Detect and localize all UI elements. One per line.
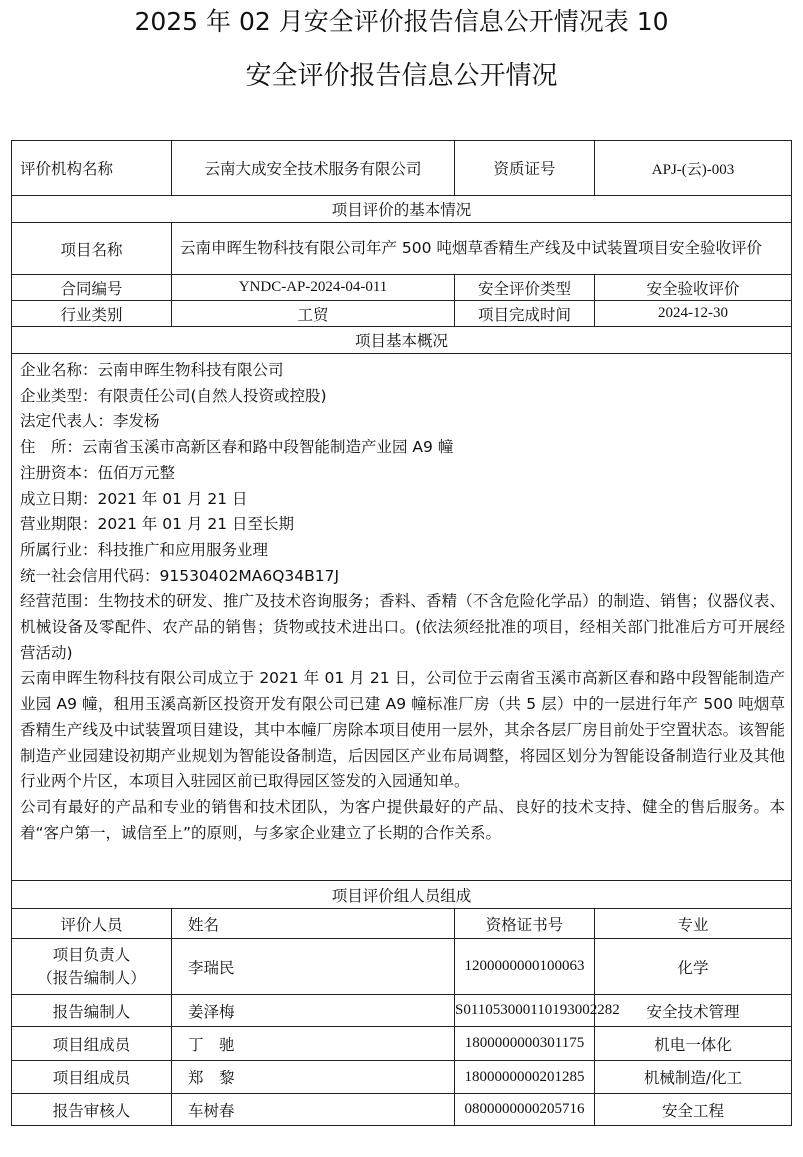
team-row [12, 1027, 792, 1061]
project-name-label: 项目名称 [12, 223, 172, 275]
team-name: 丁 驰 [172, 1027, 455, 1061]
overview-line: 注册资本：伍佰万元整 [20, 463, 176, 482]
disclosure-table [11, 140, 792, 1126]
overview-line: 统一社会信用代码：91530402MA6Q34B17J [20, 566, 340, 585]
team-role: 报告审核人 [12, 1094, 172, 1126]
project-name-row [12, 223, 792, 275]
team-role: 项目组成员 [12, 1027, 172, 1061]
team-role-line: 项目负责人 [52, 945, 131, 964]
org-name: 云南大成安全技术服务有限公司 [172, 141, 455, 196]
industry-row [12, 301, 792, 327]
team-role: 项目组成员 [12, 1061, 172, 1094]
industry-value: 工贸 [172, 301, 455, 327]
overview-section-title: 项目基本概况 [12, 327, 792, 354]
overview-line: 成立日期：2021 年 01 月 21 日 [20, 489, 248, 508]
eval-type: 安全验收评价 [595, 275, 792, 301]
team-major: 安全工程 [595, 1094, 792, 1126]
document-subtitle: 安全评价报告信息公开情况 [245, 61, 558, 91]
team-name: 郑 黎 [172, 1061, 455, 1094]
document-title: 2025 年 02 月安全评价报告信息公开情况表 10 [134, 7, 669, 36]
team-row [12, 995, 792, 1027]
complete-date: 2024-12-30 [595, 301, 792, 327]
team-row [12, 939, 792, 995]
cert-label: 资质证号 [455, 141, 595, 196]
team-major: 安全技术管理 [595, 995, 792, 1027]
company-description: 云南申晖生物科技有限公司成立于 2021 年 01 月 21 日，公司位于云南省玉溪市高新区春和路中段智能制造产业园 A9 幢，租用玉溪高新区投资开发有限公司已建 A9 幢标准厂房（共 5 层）中的一层进行年产 500 吨烟草香精生产线及中试装置项目建设，其中本幢厂房除本项目使用一层外，其余各层厂房目前处于空置状态。该智能制造产业园建设初期产业规划为智能设备制造，后因园区产业布局调整，将园区划分为智能设备制造行业及其他行业两个片区，本项目入驻园区前已取得园区签发的入园通知单。 [20, 669, 786, 791]
overview-line: 企业名称：云南申晖生物科技有限公司 [20, 361, 284, 379]
header-role: 评价人员 [12, 909, 172, 939]
team-cert: S011053000110193002282 [455, 995, 595, 1027]
team-cert: 0800000000205716 [455, 1094, 595, 1126]
overview-section-row [12, 327, 792, 354]
team-role: 报告编制人 [12, 995, 172, 1027]
team-name: 车树春 [172, 1094, 455, 1126]
header-cert: 资格证书号 [455, 909, 595, 939]
org-label: 评价机构名称 [12, 141, 172, 196]
overview-line: 营业期限：2021 年 01 月 21 日至长期 [20, 515, 295, 534]
team-role-line: （报告编制人） [37, 968, 146, 987]
header-major: 专业 [595, 909, 792, 939]
contract-number: YNDC-AP-2024-04-011 [172, 275, 455, 301]
team-major: 化学 [595, 939, 792, 995]
team-name: 姜泽梅 [172, 995, 455, 1027]
overview-line: 企业类型：有限责任公司(自然人投资或控股) [20, 386, 327, 405]
header-name: 姓名 [172, 909, 455, 939]
org-row [12, 141, 792, 196]
overview-line: 住 所：云南省玉溪市高新区春和路中段智能制造产业园 A9 幢 [20, 438, 454, 457]
team-major: 机械制造/化工 [595, 1061, 792, 1094]
eval-type-label: 安全评价类型 [455, 275, 595, 301]
team-cert: 1800000000301175 [455, 1027, 595, 1061]
company-intro: 公司有最好的产品和专业的销售和技术团队，为客户提供最好的产品、良好的技术支持、健全的售后服务。本着“客户第一，诚信至上”的原则，与多家企业建立了长期的合作关系。 [20, 797, 786, 842]
overview-row [12, 354, 792, 881]
team-row [12, 1094, 792, 1126]
cert-number: APJ-(云)-003 [595, 141, 792, 196]
team-cert: 1800000000201285 [455, 1061, 595, 1094]
overview-content [12, 354, 792, 881]
team-section-title: 项目评价组人员组成 [12, 881, 792, 909]
team-cert [455, 939, 595, 995]
team-section-row [12, 881, 792, 909]
complete-date-label: 项目完成时间 [455, 301, 595, 327]
team-name: 李瑞民 [172, 939, 455, 995]
team-role [12, 939, 172, 995]
project-name: 云南申晖生物科技有限公司年产 500 吨烟草香精生产线及中试装置项目安全验收评价 [172, 223, 792, 275]
team-cert-text: 1200000000100063 [464, 958, 585, 974]
team-major: 机电一体化 [595, 1027, 792, 1061]
overview-line: 所属行业：科技推广和应用服务业理 [20, 540, 269, 559]
contract-label: 合同编号 [12, 275, 172, 301]
contract-row [12, 275, 792, 301]
industry-label: 行业类别 [12, 301, 172, 327]
team-header-row [12, 909, 792, 939]
overview-line: 法定代表人：李发杨 [20, 412, 160, 431]
basic-section-row [12, 196, 792, 223]
business-scope: 经营范围：生物技术的研发、推广及技术咨询服务；香料、香精（不含危险化学品）的制造、销售；仪器仪表、机械设备及零配件、农产品的销售；货物或技术进出口。(依法须经批准的项目，经相关部门批准后方可开展经营活动) [20, 592, 786, 662]
team-row [12, 1061, 792, 1094]
basic-section-title: 项目评价的基本情况 [12, 196, 792, 223]
